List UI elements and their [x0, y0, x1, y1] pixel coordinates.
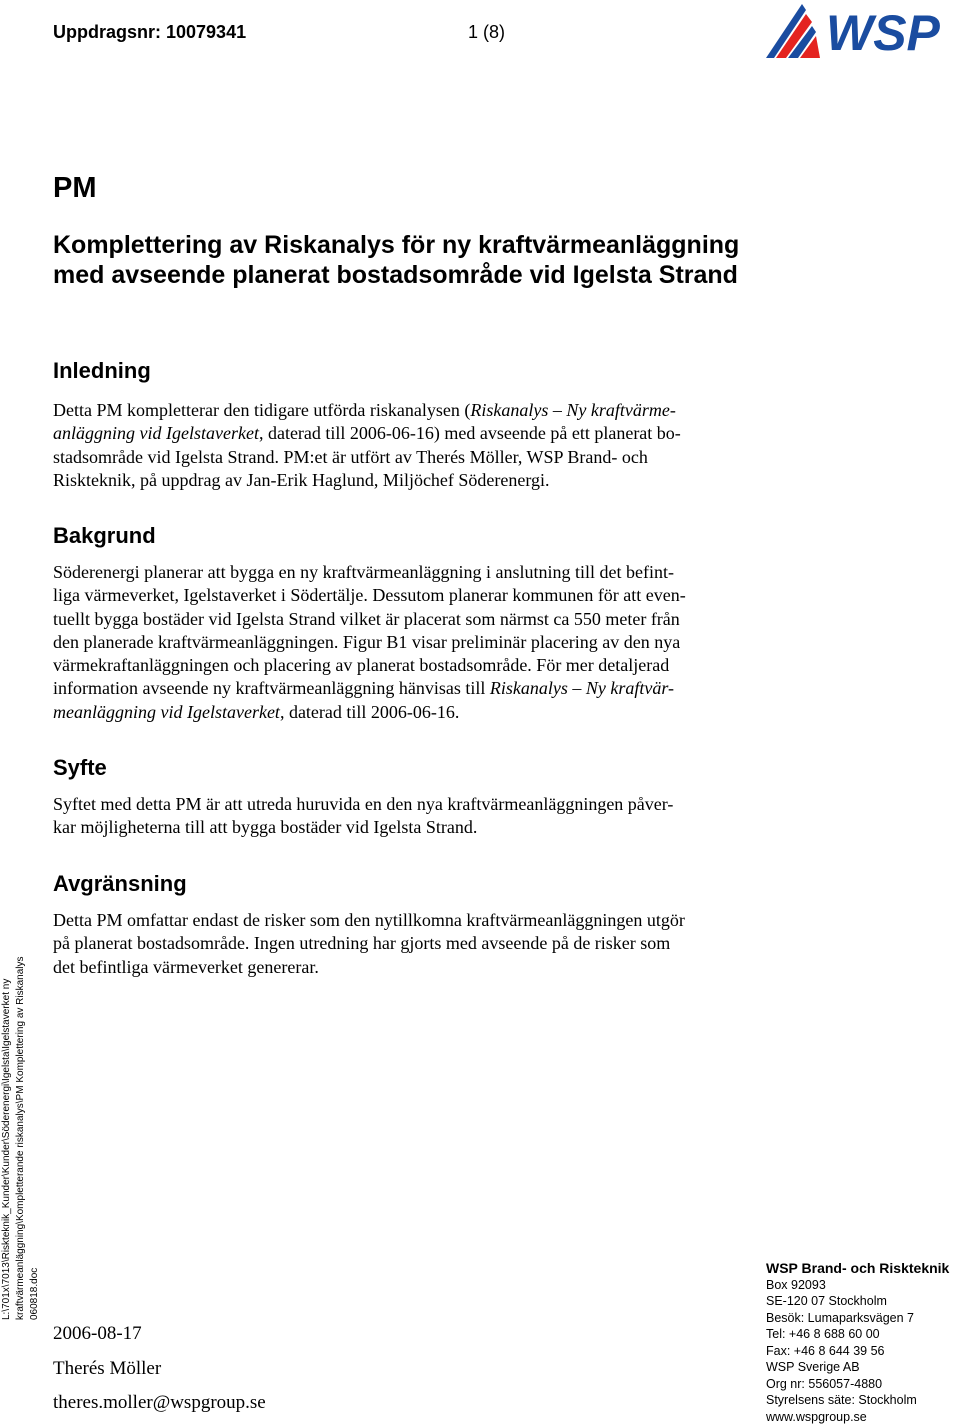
contact-line: WSP Sverige AB: [766, 1360, 860, 1374]
document-type: PM: [53, 172, 97, 204]
document-title: [53, 230, 813, 290]
heading-bakgrund: Bakgrund: [53, 523, 156, 548]
paragraph-bakgrund: Söderenergi planerar att bygga en ny kraftvärmeanläggning i anslutning till det befint- liga värmeverket, Igelstaverket i Södertälje. Dessutom planerar kommunen för att even- tuellt bygga bostäder vid Igelsta Strand vilket är placerat som närmst ca 550 meter från den planerade kraftvärmeanläggningen. Figur B1 visar preliminär placering av den nya värmekraftanläggningen och placering av planerat bostadsområde. För mer detaljerad information avseende ny kraftvärmeanläggning hänvisas till Riskanalys – Ny kraftvär- meanläggning vid Igelstaverket, daterad till 2006-06-16.: [53, 562, 686, 722]
heading-inledning: Inledning: [53, 358, 151, 383]
company-contact: [766, 1260, 949, 1425]
contact-line: Tel: +46 8 688 60 00: [766, 1327, 880, 1341]
file-path-line: kraftvärmeanläggning\Kompletterande riskanalys\PM Komplettering av Riskanalys: [15, 956, 26, 1320]
paragraph-inledning: Detta PM kompletterar den tidigare utförda riskanalysen (Riskanalys – Ny kraftvärme- anläggning vid Igelstaverket, daterad till 2006-06-16) med avseende på ett planerat bo- stadsområde vid Igelsta Strand. PM:et är utfört av Therés Möller, WSP Brand- och Riskteknik, på uppdrag av Jan-Erik Haglund, Miljöchef Söderenergi.: [53, 400, 681, 490]
logo-text: WSP: [826, 5, 940, 61]
contact-line: Fax: +46 8 644 39 56: [766, 1343, 885, 1358]
signature-date: 2006-08-17: [53, 1323, 142, 1344]
contact-line: Besök: Lumaparksvägen 7: [766, 1310, 915, 1325]
wsp-logo: [762, 0, 952, 62]
assignment-number: Uppdragsnr: 10079341: [53, 22, 247, 42]
website-link[interactable]: www.wspgroup.se: [766, 1409, 867, 1424]
contact-line: Styrelsens säte: Stockholm: [766, 1393, 917, 1407]
file-path-line: L:\701x\7013\Riskteknik_Kunder\Kunder\Söderenergi\Igelsta\Igelstaverket ny: [1, 978, 12, 1320]
signature-email[interactable]: theres.moller@wspgroup.se: [53, 1392, 266, 1413]
contact-line: Box 92093: [766, 1277, 826, 1292]
file-path: [0, 910, 44, 1320]
paragraph-syfte: Syftet med detta PM är att utreda huruvida en den nya kraftvärmeanläggningen påver- kar möjligheterna till att bygga bostäder vid Igelsta Strand.: [53, 794, 674, 838]
title-line: med avseende planerat bostadsområde vid Igelsta Strand: [53, 261, 738, 289]
company-name: WSP Brand- och Riskteknik: [766, 1260, 950, 1276]
heading-avgransning: Avgränsning: [53, 871, 187, 896]
file-path-line: 060818.doc: [29, 1267, 40, 1320]
heading-syfte: Syfte: [53, 755, 107, 780]
contact-line: SE-120 07 Stockholm: [766, 1294, 887, 1308]
paragraph-avgransning: Detta PM omfattar endast de risker som den nytillkomna kraftvärmeanläggningen utgör på planerat bostadsområde. Ingen utredning har gjorts med avseende på de risker som det befintliga värmeverket genererar.: [53, 910, 685, 977]
contact-line: Org nr: 556057-4880: [766, 1376, 883, 1391]
title-line: Komplettering av Riskanalys för ny kraftvärmeanläggning: [53, 231, 740, 259]
signature-name: Therés Möller: [53, 1358, 162, 1379]
page-number: 1 (8): [468, 22, 506, 42]
